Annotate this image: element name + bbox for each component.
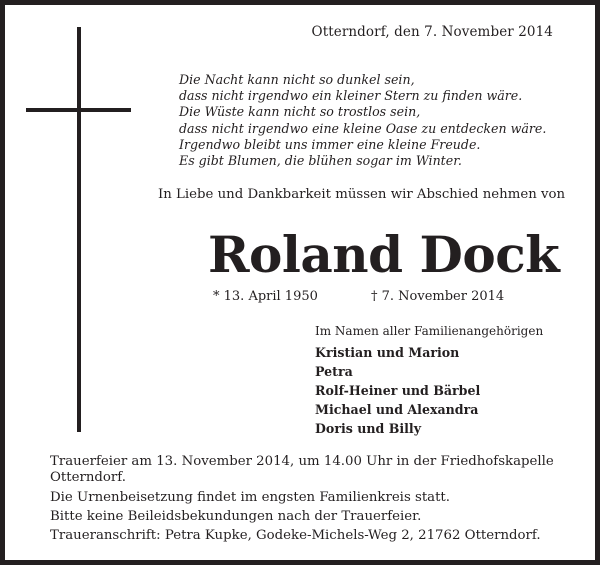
condolence-request: Bitte keine Beileidsbekundungen nach der Trauerfeier.: [50, 509, 422, 524]
poem: [179, 72, 546, 169]
place-date: Otterndorf, den 7. November 2014: [311, 24, 553, 40]
funeral-service-info: Trauerfeier am 13. November 2014, um 14.00 Uhr in der Friedhofskapelle Otterndorf.: [50, 454, 554, 485]
poem-line: dass nicht irgendwo eine kleine Oase zu entdecken wäre.: [179, 120, 547, 136]
poem-line: Es gibt Blumen, die blühen sogar im Winter.: [179, 153, 462, 169]
cross-icon-crossbar: [26, 108, 131, 112]
birth-date: * 13. April 1950: [213, 289, 318, 304]
mourning-address: Traueranschrift: Petra Kupke, Godeke-Michels-Weg 2, 21762 Otterndorf.: [50, 528, 541, 543]
mourner: Michael und Alexandra: [315, 402, 479, 417]
mourner: Kristian und Marion: [315, 345, 460, 360]
mourner: Doris und Billy: [315, 421, 422, 436]
cross-icon: [77, 27, 81, 432]
mourner: Petra: [315, 364, 353, 379]
poem-line: Irgendwo bleibt uns immer eine kleine Freude.: [179, 136, 481, 152]
farewell-intro: In Liebe und Dankbarkeit müssen wir Abschied nehmen von: [158, 187, 566, 202]
deceased-name: Roland Dock: [208, 225, 560, 284]
urn-burial-info: Die Urnenbeisetzung findet im engsten Familienkreis statt.: [50, 490, 450, 505]
poem-line: dass nicht irgendwo ein kleiner Stern zu finden wäre.: [179, 88, 523, 104]
poem-line: Die Wüste kann nicht so trostlos sein,: [179, 104, 421, 120]
poem-line: Die Nacht kann nicht so dunkel sein,: [179, 72, 415, 87]
mourners-header: Im Namen aller Familienangehörigen: [315, 324, 544, 338]
life-dates: [213, 289, 505, 304]
funeral-info: [50, 454, 570, 547]
death-date: † 7. November 2014: [371, 289, 505, 304]
mourners-block: [315, 322, 543, 438]
mourner: Rolf-Heiner und Bärbel: [315, 383, 481, 398]
